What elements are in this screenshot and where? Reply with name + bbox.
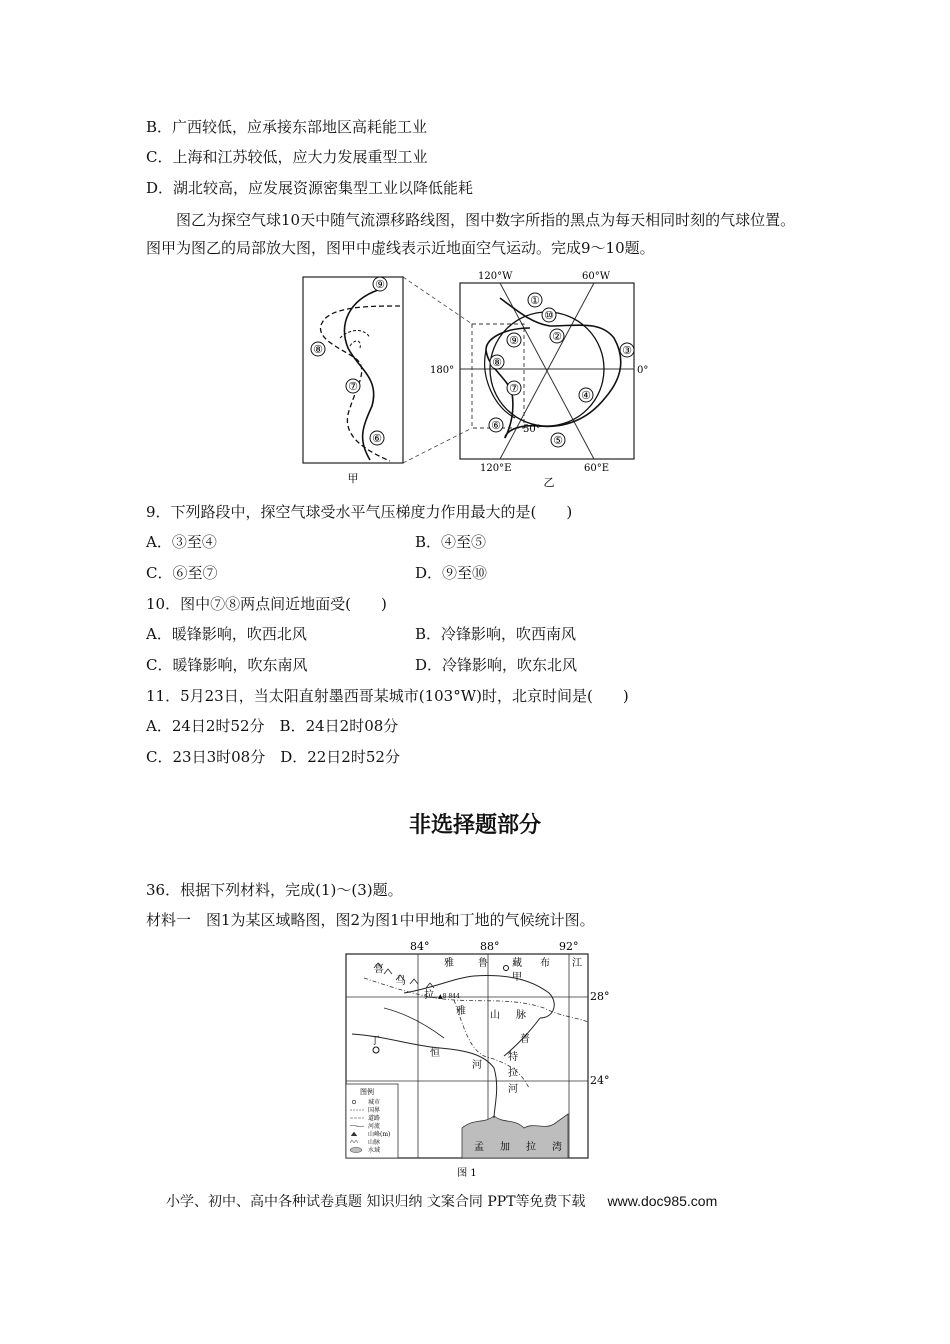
q11-options-ab: A．24日2时52分 B．24日2时08分: [146, 717, 399, 735]
q9-option-d: D．⑨至⑩: [415, 564, 488, 582]
label-jia-bay: 加: [500, 1142, 510, 1153]
figure-jia-label: 甲: [347, 472, 359, 485]
label-he: 河: [472, 1060, 482, 1071]
yi-point-9: ⑨: [509, 334, 519, 347]
label-ding: 丁: [370, 1036, 380, 1047]
label-xi: 喜: [374, 964, 384, 975]
yi-point-8: ⑧: [492, 356, 502, 369]
label-shan: 山: [490, 1010, 500, 1021]
intro-paragraph-9-10: 图乙为探空气球10天中随气流漂移路线图，图中数字所指的黑点为每天相同时刻的气球位置。图甲为图乙的局部放大图，图甲中虚线表示近地面空气运动。完成9～10题。: [146, 211, 796, 257]
label-peak: ▲8 844: [438, 993, 460, 1000]
yi-lon-60e: 60°E: [584, 463, 610, 474]
q9-option-c: C．⑥至⑦: [146, 564, 218, 582]
yi-point-5: ⑤: [553, 434, 563, 447]
figure-jia-frame: [303, 277, 403, 463]
jia-point-8: ⑧: [313, 343, 323, 356]
jia-point-6: ⑥: [372, 432, 382, 445]
label-ya: 雅: [444, 958, 454, 969]
balloon-figure: [300, 268, 660, 490]
footer-site[interactable]: www.doc985.com: [607, 1193, 718, 1209]
label-jia: 甲: [512, 972, 522, 983]
yi-lon-120e: 120°E: [480, 463, 512, 474]
label-zang: 藏: [512, 958, 522, 969]
legend-water: 水域: [368, 1147, 381, 1154]
map-lon-92: 92°: [559, 940, 579, 953]
label-te: 特: [508, 1052, 518, 1063]
jia-point-7: ⑦: [348, 380, 358, 393]
label-la-bay: 拉: [526, 1142, 536, 1153]
q36-material-1: 材料一 图1为某区域略图，图2为图1中甲地和丁地的气候统计图。: [146, 911, 595, 929]
label-la2: 拉: [508, 1068, 518, 1079]
label-ma: 马: [396, 976, 406, 987]
label-pu: 普: [520, 1034, 530, 1045]
jia-point-9: ⑨: [375, 278, 385, 291]
legend-title: 图例: [360, 1088, 374, 1096]
yi-point-2: ②: [552, 330, 562, 343]
option-d-prev: D．湖北较高，应发展资源密集型工业以降低能耗: [146, 179, 474, 197]
q10-stem: 10．图中⑦⑧两点间近地面受( ): [146, 595, 387, 613]
q10-option-d: D．冷锋影响，吹东北风: [415, 656, 578, 674]
section-title: 非选择题部分: [408, 813, 541, 838]
q11-stem: 11．5月23日，当太阳直射墨西哥某城市(103°W)时，北京时间是( ): [146, 687, 629, 705]
label-ya2: 雅: [456, 1006, 466, 1017]
label-heng: 恒: [430, 1048, 440, 1059]
region-map: [344, 938, 610, 1182]
yi-lat-50: 50°: [523, 424, 541, 435]
city-jia: [504, 966, 509, 971]
legend-river: 河流: [368, 1123, 381, 1130]
q10-option-b: B．冷锋影响，吹西南风: [415, 625, 577, 643]
label-he2: 河: [508, 1084, 518, 1095]
city-ding: [373, 1047, 379, 1053]
footer-text: 小学、初中、高中各种试卷真题 知识归纳 文案合同 PPT等免费下载: [166, 1194, 586, 1210]
yi-lon-60w: 60°W: [582, 271, 611, 282]
option-c-prev: C．上海和江苏较低，应大力发展重型工业: [146, 148, 428, 166]
yi-point-4: ④: [581, 389, 591, 402]
map-lat-24: 24°: [590, 1074, 610, 1087]
map-lat-28: 28°: [590, 990, 610, 1003]
label-jiang: 江: [572, 958, 582, 969]
figure-yi-label: 乙: [543, 476, 555, 489]
q9-option-b: B．④至⑤: [415, 533, 487, 551]
yi-point-6: ⑥: [491, 419, 501, 432]
label-la: 拉: [424, 990, 434, 1001]
q10-option-a: A．暖锋影响，吹西北风: [146, 625, 307, 643]
label-lu: 鲁: [478, 958, 488, 969]
yi-point-10: ⑩: [544, 309, 554, 322]
yi-point-3: ③: [622, 344, 632, 357]
q9-stem: 9．下列路段中，探空气球受水平气压梯度力作用最大的是( ): [146, 503, 573, 521]
page-footer: [166, 1191, 717, 1211]
q9-option-a: A．③至④: [146, 533, 217, 551]
yi-point-7: ⑦: [509, 382, 519, 395]
label-wan: 湾: [552, 1142, 562, 1153]
label-meng: 孟: [474, 1142, 484, 1153]
legend-peak: 山峰(m): [368, 1131, 391, 1138]
yi-point-1: ①: [530, 294, 540, 307]
map-caption: 图 1: [457, 1168, 477, 1179]
yi-lon-0: 0°: [637, 365, 649, 376]
label-mai: 脉: [516, 1010, 526, 1021]
yi-lon-180: 180°: [430, 365, 455, 376]
yi-lon-120w: 120°W: [478, 271, 513, 282]
legend-road: 道路: [368, 1115, 381, 1122]
option-b-prev: B．广西较低，应承接东部地区高耗能工业: [146, 118, 428, 136]
legend-city: 城市: [368, 1099, 381, 1106]
map-lon-88: 88°: [480, 940, 500, 953]
jia-dashed-path: [321, 306, 400, 461]
label-bu: 布: [540, 958, 550, 969]
legend-border: 国界: [368, 1107, 381, 1114]
q11-options-cd: C．23日3时08分 D．22日2时52分: [146, 748, 400, 766]
q36-stem: 36．根据下列材料，完成(1)～(3)题。: [146, 881, 403, 899]
q10-option-c: C．暖锋影响，吹东南风: [146, 656, 308, 674]
map-lon-84: 84°: [410, 940, 430, 953]
legend-range: 山脉: [368, 1139, 381, 1146]
